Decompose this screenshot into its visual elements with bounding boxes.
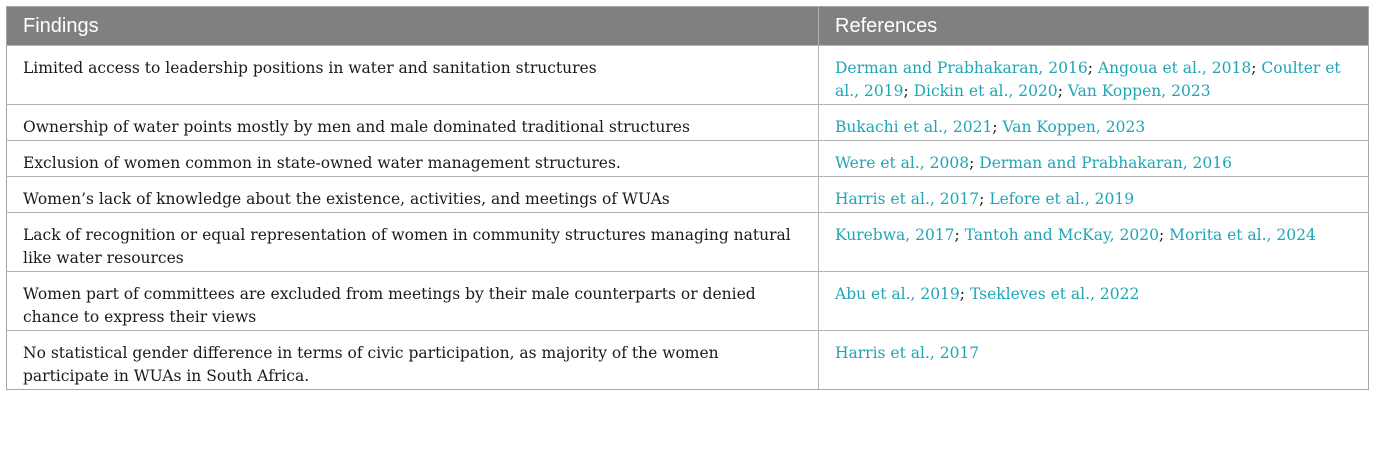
reference-link[interactable]: Morita et al., 2024 <box>1169 226 1316 244</box>
references-cell: Kurebwa, 2017; Tantoh and McKay, 2020; Morita et al., 2024 <box>819 213 1369 272</box>
header-findings: Findings <box>7 7 819 46</box>
reference-link[interactable]: Harris et al., 2017 <box>835 190 980 208</box>
reference-link[interactable]: Tsekleves et al., 2022 <box>969 285 1140 303</box>
reference-link[interactable]: Coulter et al., 2019 <box>835 59 1341 100</box>
finding-cell: Women part of committees are excluded from meetings by their male counterparts or denied chance to express their views <box>7 272 819 331</box>
references-cell: Derman and Prabhakaran, 2016; Angoua et al., 2018; Coulter et al., 2019; Dickin et al., 2020; Van Koppen, 2023 <box>819 46 1369 105</box>
references-cell: Abu et al., 2019; Tsekleves et al., 2022 <box>819 272 1369 331</box>
table-row <box>7 141 1369 177</box>
reference-link[interactable]: Were et al., 2008 <box>835 154 970 172</box>
reference-link[interactable]: Dickin et al., 2020 <box>913 82 1058 100</box>
references-cell: Harris et al., 2017; Lefore et al., 2019 <box>819 177 1369 213</box>
header-references: References <box>819 7 1369 46</box>
table-row <box>7 46 1369 105</box>
table-row <box>7 272 1369 331</box>
finding-cell: Lack of recognition or equal representation of women in community structures managing natural like water resources <box>7 213 819 272</box>
references-cell: Were et al., 2008; Derman and Prabhakaran, 2016 <box>819 141 1369 177</box>
finding-cell: Ownership of water points mostly by men and male dominated traditional structures <box>7 105 819 141</box>
table-header-row <box>7 7 1369 46</box>
reference-link[interactable]: Kurebwa, 2017 <box>835 226 955 244</box>
findings-table <box>6 6 1369 390</box>
table-row <box>7 331 1369 390</box>
reference-link[interactable]: Derman and Prabhakaran, 2016 <box>979 154 1232 172</box>
reference-link[interactable]: Bukachi et al., 2021 <box>835 118 993 136</box>
finding-cell: Women’s lack of knowledge about the existence, activities, and meetings of WUAs <box>7 177 819 213</box>
references-cell <box>819 331 1369 390</box>
reference-link[interactable]: Abu et al., 2019 <box>835 285 960 303</box>
finding-cell: No statistical gender difference in terms of civic participation, as majority of the women participate in WUAs in South Africa. <box>7 331 819 390</box>
finding-cell: Exclusion of women common in state-owned water management structures. <box>7 141 819 177</box>
table-row <box>7 105 1369 141</box>
reference-link[interactable]: Harris et al., 2017 <box>835 344 980 362</box>
references-cell: Bukachi et al., 2021; Van Koppen, 2023 <box>819 105 1369 141</box>
reference-link[interactable]: Van Koppen, 2023 <box>1002 118 1146 136</box>
reference-link[interactable]: Tantoh and McKay, 2020 <box>964 226 1159 244</box>
finding-cell: Limited access to leadership positions in water and sanitation structures <box>7 46 819 105</box>
table-row <box>7 177 1369 213</box>
table-row <box>7 213 1369 272</box>
reference-link[interactable]: Lefore et al., 2019 <box>989 190 1135 208</box>
reference-link[interactable]: Van Koppen, 2023 <box>1067 82 1211 100</box>
reference-link[interactable]: Angoua et al., 2018 <box>1097 59 1252 77</box>
reference-link[interactable]: Derman and Prabhakaran, 2016 <box>835 59 1088 77</box>
